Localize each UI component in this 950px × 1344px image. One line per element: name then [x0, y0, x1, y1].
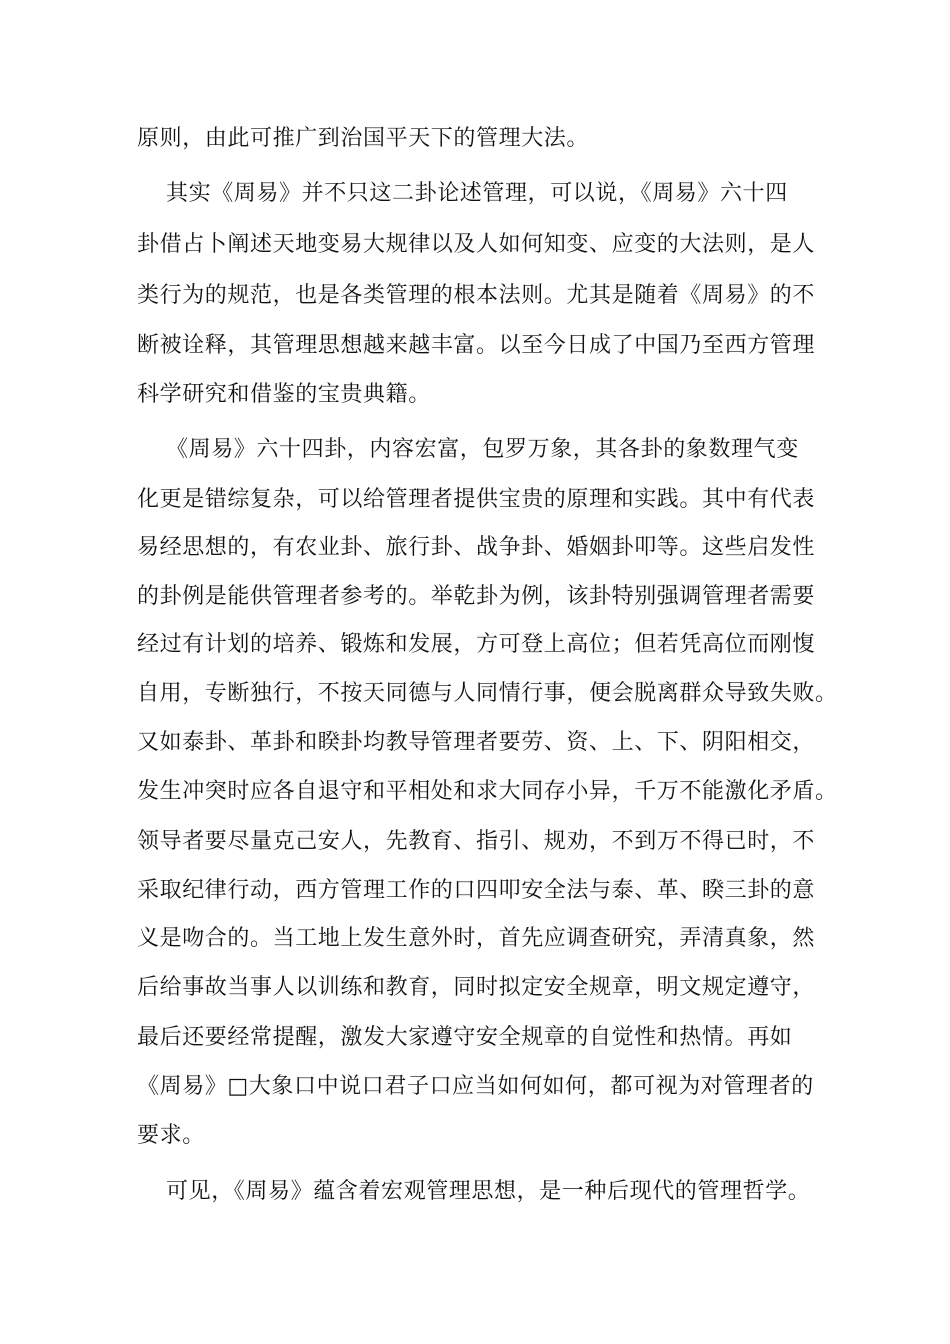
text-line: 领导者要尽量克己安人，先教育、指引、规劝，不到万不得已时，不 [137, 829, 816, 854]
text-line: 采取纪律行动，西方管理工作的口四叩安全法与泰、革、睽三卦的意 [137, 878, 816, 903]
text-line: 《周易》六十四卦，内容宏富，包罗万象，其各卦的象数理气变 [166, 437, 799, 462]
text-line: 类行为的规范，也是各类管理的根本法则。尤其是随着《周易》的不 [137, 283, 816, 308]
text-line: 其实《周易》并不只这二卦论述管理，可以说，《周易》六十四 [166, 181, 788, 206]
text-line: 断被诠释，其管理思想越来越丰富。以至今日成了中国乃至西方管理 [137, 333, 816, 358]
text-line: 卦借占卜阐述天地变易大规律以及人如何知变、应变的大法则，是人 [137, 232, 816, 257]
text-line: 经过有计划的培养、锻炼和发展，方可登上高位；但若凭高位而刚愎 [137, 632, 816, 657]
text-line: 最后还要经常提醒，激发大家遵守安全规章的自觉性和热情。再如 [137, 1025, 793, 1050]
text-line: 后给事故当事人以训练和教育，同时拟定安全规章，明文规定遵守， [137, 975, 816, 1000]
text-line: 的卦例是能供管理者参考的。举乾卦为例，该卦特别强调管理者需要 [137, 584, 816, 609]
text-line: 科学研究和借鉴的宝贵典籍。 [137, 382, 431, 407]
text-line: 原则，由此可推广到治国平天下的管理大法。 [137, 126, 590, 151]
text-line: 《周易》□大象口中说口君子口应当如何如何，都可视为对管理者的 [137, 1074, 814, 1099]
text-line: 又如泰卦、革卦和睽卦均教导管理者要劳、资、上、下、阴阳相交， [137, 730, 816, 755]
text-line: 易经思想的，有农业卦、旅行卦、战争卦、婚姻卦叩等。这些启发性 [137, 535, 816, 560]
text-line: 化更是错综复杂，可以给管理者提供宝贵的原理和实践。其中有代表 [137, 487, 816, 512]
text-line: 自用，专断独行，不按天同德与人同情行事，便会脱离群众导致失败。 [137, 681, 838, 706]
text-line: 义是吻合的。当工地上发生意外时，首先应调查研究，弄清真象，然 [137, 926, 816, 951]
text-line: 可见，《周易》蕴含着宏观管理思想，是一种后现代的管理哲学。 [166, 1179, 811, 1204]
text-line: 要求。 [137, 1123, 205, 1148]
text-line: 发生冲突时应各自退守和平相处和求大同存小异，千万不能激化矛盾。 [137, 779, 838, 804]
